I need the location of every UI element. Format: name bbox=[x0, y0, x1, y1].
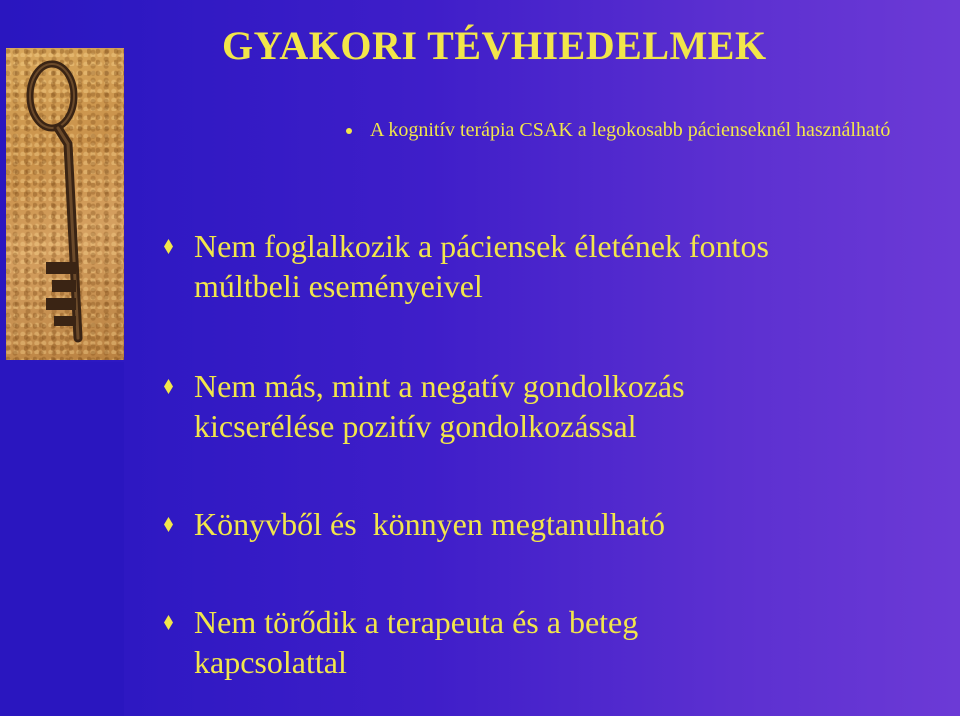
bullet-item-2-line1: Nem más, mint a negatív gondolkozás bbox=[194, 368, 685, 404]
bullet-item-4-line2: kapcsolattal bbox=[194, 644, 347, 680]
bullet-item-4-line1: Nem törődik a terapeuta és a beteg bbox=[194, 604, 639, 640]
diamond-bullet-icon bbox=[164, 379, 173, 394]
bullet-item-2-line2: kicserélése pozitív gondolkozással bbox=[194, 408, 637, 444]
old-key-photo bbox=[6, 48, 124, 360]
bullet-item-1-line2: múltbeli eseményeivel bbox=[194, 268, 483, 304]
diamond-bullet-icon bbox=[164, 615, 173, 630]
diamond-bullet-icon bbox=[164, 239, 173, 254]
key-icon bbox=[6, 48, 124, 360]
bullet-item-3-line1: Könyvből és könnyen megtanulható bbox=[194, 506, 666, 542]
left-strip bbox=[0, 362, 124, 716]
bullet-item-1-line1: Nem foglalkozik a páciensek életének fontos bbox=[194, 228, 769, 264]
round-bullet-icon bbox=[346, 128, 352, 134]
diamond-bullet-icon bbox=[164, 517, 173, 532]
slide-title: GYAKORI TÉVHIEDELMEK bbox=[222, 23, 767, 68]
sub-bullet-text: A kognitív terápia CSAK a legokosabb pácienseknél használható bbox=[370, 119, 891, 141]
